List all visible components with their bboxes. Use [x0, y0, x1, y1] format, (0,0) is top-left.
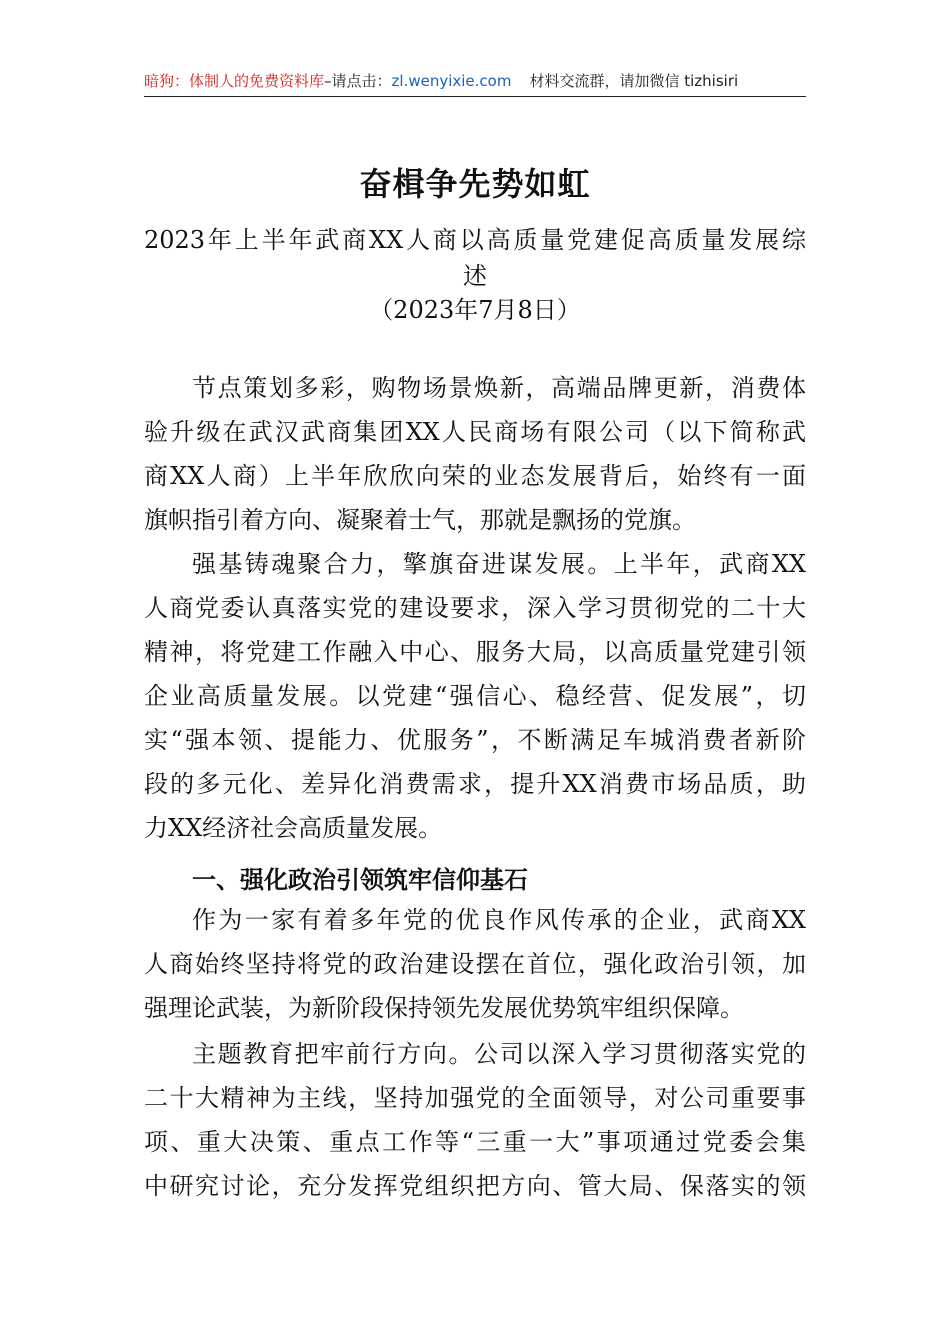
section-heading-1: 一、强化政治引领筑牢信仰基石 — [192, 866, 528, 894]
paragraph-line: 段的多元化、差异化消费需求，提升XX消费市场品质，助 — [144, 770, 806, 798]
document-title: 奋楫争先势如虹 — [359, 165, 591, 203]
paragraph-3 — [144, 898, 806, 1030]
subtitle-line-1: 2023年上半年武商XX人商以高质量党建促高质量发展综 — [144, 226, 806, 254]
paragraph-line: 旗帜指引着方向、凝聚着士气，那就是飘扬的党旗。 — [144, 506, 696, 534]
header-click-prompt: –请点击： — [324, 72, 392, 90]
paragraph-1 — [144, 366, 806, 542]
document-date: （2023年7月8日） — [369, 296, 581, 324]
paragraph-line: 人商始终坚持将党的政治建设摆在首位，强化政治引领，加 — [144, 950, 806, 978]
header-url-link[interactable]: zl.wenyixie.com — [391, 72, 512, 90]
paragraph-line: 企业高质量发展。以党建“强信心、稳经营、促发展”，切 — [144, 682, 806, 710]
header-divider — [144, 96, 806, 97]
paragraph-line: 二十大精神为主线，坚持加强党的全面领导，对公司重要事 — [144, 1084, 806, 1112]
paragraph-line: 精神，将党建工作融入中心、服务大局，以高质量党建引领 — [144, 638, 806, 666]
header-site-label: 暗狗：体制人的免费资料库 — [144, 72, 325, 90]
subtitle-line-2: 述 — [463, 262, 487, 290]
paragraph-line: 节点策划多彩，购物场景焕新，高端品牌更新，消费体 — [192, 374, 806, 402]
paragraph-line: 主题教育把牢前行方向。公司以深入学习贯彻落实党的 — [192, 1040, 806, 1068]
paragraph-line: 中研究讨论，充分发挥党组织把方向、管大局、保落实的领 — [144, 1172, 806, 1200]
paragraph-line: 人商党委认真落实党的建设要求，深入学习贯彻党的二十大 — [144, 594, 806, 622]
paragraph-2 — [144, 542, 806, 850]
paragraph-line: 验升级在武汉武商集团XX人民商场有限公司（以下简称武 — [144, 418, 806, 446]
document-subtitle — [144, 222, 806, 294]
paragraph-4 — [144, 1032, 806, 1208]
paragraph-line: 项、重大决策、重点工作等“三重一大”事项通过党委会集 — [144, 1128, 806, 1156]
paragraph-line: 力XX经济社会高质量发展。 — [144, 814, 443, 842]
header-group-note: 材料交流群，请加微信 tizhisiri — [529, 72, 739, 90]
paragraph-line: 实“强本领、提能力、优服务”，不断满足车城消费者新阶 — [144, 726, 806, 754]
paragraph-line: 作为一家有着多年党的优良作风传承的企业，武商XX — [192, 906, 806, 934]
paragraph-line: 强理论武装，为新阶段保持领先发展优势筑牢组织保障。 — [144, 994, 744, 1022]
paragraph-line: 强基铸魂聚合力，擎旗奋进谋发展。上半年，武商XX — [192, 550, 806, 578]
watermark-header — [144, 68, 806, 94]
paragraph-line: 商XX人商）上半年欣欣向荣的业态发展背后，始终有一面 — [144, 462, 806, 490]
